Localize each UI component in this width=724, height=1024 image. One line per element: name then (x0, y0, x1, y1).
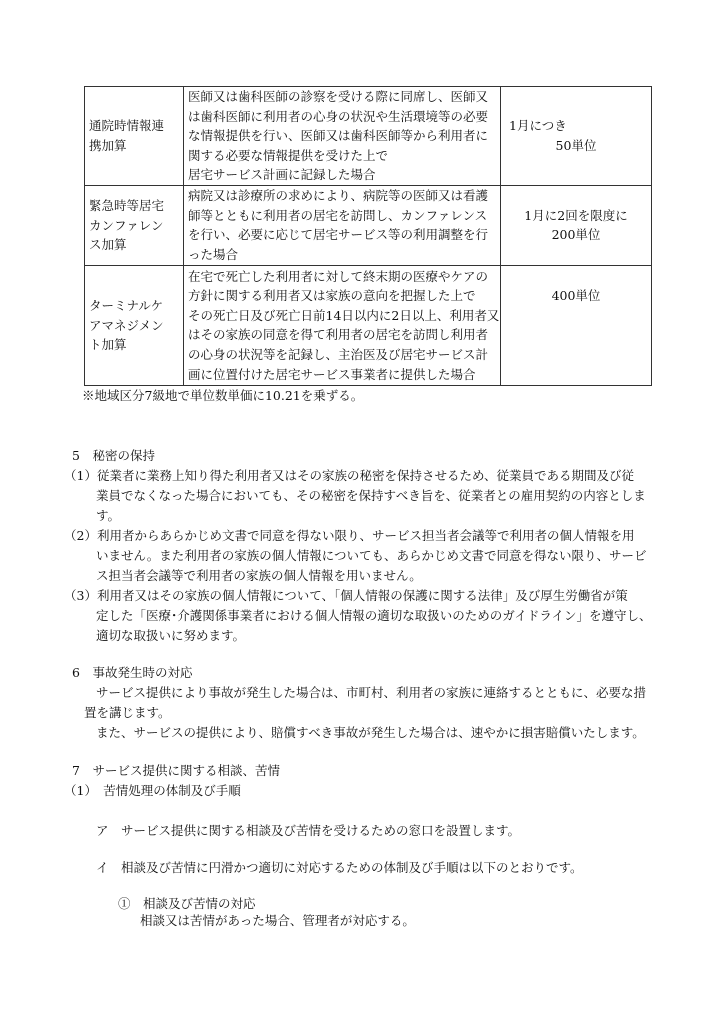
section-5-heading: 5 秘密の保持 (72, 448, 155, 463)
fee-condition-cell: 在宅で死亡した利用者に対して終末期の医療やケアの 方針に関する利用者又は家族の意向を把握した上で その死亡日及び死亡日前14日以内に2日以上、利用者又 はその家族の同意を得て利用者の居宅を訪問し利用者 の心身の状況等を記録し、主治医及び居宅サービス計 画に位置付けた居宅サービス事業者に提供した場合 (184, 265, 501, 385)
fee-unit-cell: 1月につき 50単位 (501, 87, 652, 186)
fee-name-cell: 通院時情報連 携加算 (85, 87, 184, 186)
sec5-item-2-line: いません。また利用者の家族の個人情報についても、あらかじめ文書で同意を得ない限り、サービ (96, 548, 647, 563)
fee-table (84, 86, 652, 386)
fee-unit-cell: 400単位 (501, 265, 652, 385)
sec5-item-3-line: 定した「医療･介護関係事業者における個人情報の適切な取扱いのためのガイドライン」を遵守し、 (96, 608, 652, 623)
sec7-circled-item-title: ① 相談及び苦情の対応 (118, 896, 256, 911)
table-note: ※地域区分7級地で単位数単価に10.21を乗ずる。 (82, 388, 364, 403)
fee-condition-cell: 病院又は診療所の求めにより、病院等の医師又は看護 師等とともに利用者の居宅を訪問し、カンファレンス を行い、必要に応じて居宅サービス等の利用調整を行 った場合 (184, 185, 501, 265)
sec7-circled-item-body: 相談又は苦情があった場合、管理者が対応する。 (140, 913, 415, 928)
section-6-heading: 6 事故発生時の対応 (72, 665, 193, 680)
table-row (85, 265, 652, 385)
sec5-item-1-line: （1）従業者に業務上知り得た利用者又はその家族の秘密を保持させるため、従業員である期間及び従 (64, 468, 634, 483)
sec7-item-i: イ 相談及び苦情に円滑かつ適切に対応するための体制及び手順は以下のとおりです。 (96, 860, 583, 875)
sec7-subheading: （1） 苦情処理の体制及び手順 (64, 783, 241, 798)
table-row (85, 185, 652, 265)
sec5-item-1-line: 業員でなくなった場合においても、その秘密を保持すべき旨を、従業者との雇用契約の内容としま (96, 488, 646, 503)
table-row (85, 87, 652, 186)
fee-condition-cell: 医師又は歯科医師の診察を受ける際に同席し、医師又 は歯科医師に利用者の心身の状況や生活環境等の必要 な情報提供を行い、医師又は歯科医師等から利用者に 関する必要な情報提供を受けた上で 居宅サービス計画に記録した場合 (184, 87, 501, 186)
fee-unit-cell: 1月に2回を限度に 200単位 (501, 185, 652, 265)
fee-name-cell: ターミナルケ アマネジメン ト加算 (85, 265, 184, 385)
sec6-paragraph-line: サービス提供により事故が発生した場合は、市町村、利用者の家族に連絡するとともに、必要な措 (96, 685, 647, 700)
fee-name-cell: 緊急時等居宅 カンファレン ス加算 (85, 185, 184, 265)
sec6-paragraph-line: 置を講じます。 (84, 705, 171, 720)
sec6-paragraph-line: また、サービスの提供により、賠償すべき事故が発生した場合は、速やかに損害賠償いたします。 (96, 725, 645, 740)
sec5-item-2-line: （2）利用者からあらかじめ文書で同意を得ない限り、サービス担当者会議等で利用者の個人情報を用 (64, 528, 635, 543)
sec5-item-2-line: ス担当者会議等で利用者の家族の個人情報を用いません。 (96, 568, 422, 583)
sec5-item-3-line: 適切な取扱いに努めます。 (96, 628, 246, 643)
section-7-heading: 7 サービス提供に関する相談、苦情 (72, 763, 280, 778)
sec5-item-1-line: す。 (96, 508, 121, 523)
sec7-item-a: ア サービス提供に関する相談及び苦情を受けるための窓口を設置します。 (96, 823, 521, 838)
sec5-item-3-line: （3）利用者又はその家族の個人情報について、「個人情報の保護に関する法律」及び厚生労働省が策 (64, 588, 628, 603)
